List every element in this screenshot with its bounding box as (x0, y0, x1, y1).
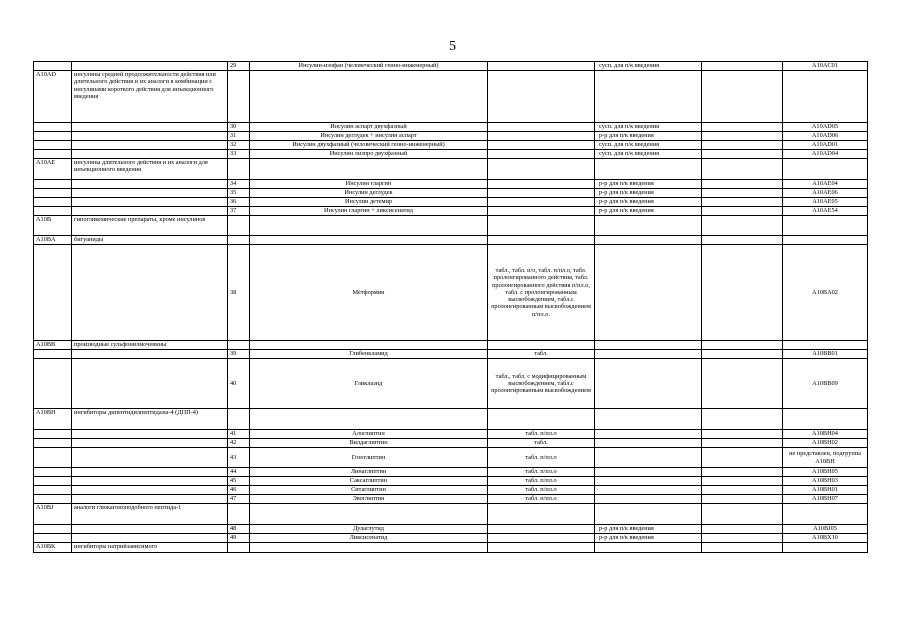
atc-code (783, 216, 868, 236)
table-row (34, 180, 868, 189)
row-number (228, 504, 250, 525)
route-form (595, 543, 702, 553)
empty-cell (702, 207, 783, 216)
drug-table (33, 61, 868, 553)
atc-code: A10BH05 (783, 468, 868, 477)
table-row (34, 207, 868, 216)
atc-code: A10AE06 (783, 189, 868, 198)
table-row (34, 341, 868, 350)
route-form (595, 439, 702, 448)
group-name: ингибиторы дипептидилпептидазы-4 (ДПП-4) (72, 409, 228, 430)
route-form (595, 236, 702, 245)
row-number: 48 (228, 525, 250, 534)
route-form (595, 486, 702, 495)
empty-cell (702, 180, 783, 189)
group-name (72, 198, 228, 207)
dosage-form (488, 543, 595, 553)
drug-name: Алоглиптин (250, 430, 488, 439)
route-form (595, 504, 702, 525)
empty-cell (702, 430, 783, 439)
atc-code: A10AC01 (783, 62, 868, 71)
atc-code: A10BX10 (783, 534, 868, 543)
atc-group-code (34, 62, 72, 71)
empty-cell (702, 123, 783, 132)
drug-name (250, 216, 488, 236)
route-form (595, 341, 702, 350)
drug-name: Инсулин-изофан (человеческий генно-инженерный) (250, 62, 488, 71)
dosage-form: табл. п/пл.о (488, 468, 595, 477)
atc-group-code: A10AD (34, 71, 72, 123)
drug-name: Инсулин лизпро двухфазный (250, 150, 488, 159)
table-row (34, 504, 868, 525)
atc-group-code (34, 448, 72, 468)
route-form (595, 350, 702, 359)
row-number (228, 341, 250, 350)
drug-name: Глибенкламид (250, 350, 488, 359)
table-row (34, 439, 868, 448)
group-name (72, 477, 228, 486)
drug-name: Инсулин гларгин (250, 180, 488, 189)
atc-code (783, 341, 868, 350)
dosage-form: табл. (488, 439, 595, 448)
empty-cell (702, 350, 783, 359)
atc-code (783, 159, 868, 180)
atc-group-code (34, 350, 72, 359)
page-number: 5 (449, 39, 456, 54)
group-name (72, 189, 228, 198)
empty-cell (702, 198, 783, 207)
row-number: 39 (228, 350, 250, 359)
table-row (34, 123, 868, 132)
table-row (34, 468, 868, 477)
drug-name: Метформин (250, 245, 488, 341)
group-name (72, 495, 228, 504)
atc-code: A10AE05 (783, 198, 868, 207)
route-form (595, 477, 702, 486)
row-number: 38 (228, 245, 250, 341)
row-number: 34 (228, 180, 250, 189)
row-number: 46 (228, 486, 250, 495)
group-name (72, 534, 228, 543)
dosage-form (488, 159, 595, 180)
route-form (595, 245, 702, 341)
atc-group-code (34, 198, 72, 207)
table-row (34, 350, 868, 359)
atc-group-code (34, 430, 72, 439)
atc-group-code (34, 534, 72, 543)
dosage-form: табл. (488, 350, 595, 359)
drug-name (250, 236, 488, 245)
empty-cell (702, 341, 783, 350)
route-form: р-р для п/к введения (595, 189, 702, 198)
dosage-form (488, 207, 595, 216)
route-form (595, 409, 702, 430)
dosage-form (488, 132, 595, 141)
atc-code: A10AD06 (783, 132, 868, 141)
group-name (72, 207, 228, 216)
table-row (34, 71, 868, 123)
group-name (72, 132, 228, 141)
atc-code: A10BH01 (783, 486, 868, 495)
drug-name: Инсулин двухфазный (человеческий генно-инженерный) (250, 141, 488, 150)
drug-name: Эвоглиптин (250, 495, 488, 504)
group-name (72, 141, 228, 150)
table-row (34, 245, 868, 341)
dosage-form (488, 504, 595, 525)
atc-code: A10AD04 (783, 150, 868, 159)
group-name (72, 439, 228, 448)
atc-group-code: A10BH (34, 409, 72, 430)
atc-code: A10BB01 (783, 350, 868, 359)
dosage-form: табл. п/пл.о (488, 486, 595, 495)
group-name (72, 430, 228, 439)
route-form: р-р для п/к введения (595, 525, 702, 534)
group-name (72, 245, 228, 341)
route-form (595, 159, 702, 180)
atc-code: A10BJ05 (783, 525, 868, 534)
row-number: 41 (228, 430, 250, 439)
empty-cell (702, 409, 783, 430)
atc-code: A10BB09 (783, 359, 868, 409)
atc-group-code: A10BK (34, 543, 72, 553)
empty-cell (702, 543, 783, 553)
dosage-form (488, 71, 595, 123)
atc-group-code (34, 123, 72, 132)
group-name (72, 180, 228, 189)
empty-cell (702, 132, 783, 141)
row-number: 47 (228, 495, 250, 504)
atc-code (783, 71, 868, 123)
drug-name (250, 341, 488, 350)
atc-group-code (34, 359, 72, 409)
dosage-form (488, 180, 595, 189)
drug-name (250, 159, 488, 180)
route-form: р-р для п/к введения (595, 534, 702, 543)
empty-cell (702, 525, 783, 534)
empty-cell (702, 468, 783, 477)
atc-code: A10AD05 (783, 123, 868, 132)
drug-name: Гозоглиптин (250, 448, 488, 468)
table-row (34, 534, 868, 543)
atc-group-code (34, 439, 72, 448)
dosage-form (488, 189, 595, 198)
empty-cell (702, 245, 783, 341)
route-form (595, 448, 702, 468)
dosage-form (488, 198, 595, 207)
group-name: инсулины средней продолжительности действия или длительного действия и их аналоги в комбинации с инсулинами короткого действия для инъекционного введения (72, 71, 228, 123)
table-row (34, 159, 868, 180)
atc-group-code (34, 150, 72, 159)
group-name: бигуаниды (72, 236, 228, 245)
atc-code (783, 236, 868, 245)
row-number: 33 (228, 150, 250, 159)
drug-name: Инсулин деглудек + инсулин аспарт (250, 132, 488, 141)
group-name: производные сульфонилмочевины (72, 341, 228, 350)
empty-cell (702, 71, 783, 123)
row-number: 40 (228, 359, 250, 409)
group-name: гипогликемические препараты, кроме инсулинов (72, 216, 228, 236)
drug-name (250, 504, 488, 525)
route-form (595, 71, 702, 123)
dosage-form (488, 216, 595, 236)
drug-name (250, 409, 488, 430)
route-form (595, 468, 702, 477)
empty-cell (702, 448, 783, 468)
group-name (72, 468, 228, 477)
table-row (34, 236, 868, 245)
row-number: 43 (228, 448, 250, 468)
dosage-form: табл. п/пл.о (488, 495, 595, 504)
table-row (34, 409, 868, 430)
drug-name: Инсулин деглудек (250, 189, 488, 198)
atc-group-code (34, 495, 72, 504)
row-number (228, 71, 250, 123)
empty-cell (702, 216, 783, 236)
empty-cell (702, 477, 783, 486)
dosage-form (488, 409, 595, 430)
atc-code (783, 504, 868, 525)
atc-code: не представлен, подгруппа A10BH (783, 448, 868, 468)
empty-cell (702, 62, 783, 71)
drug-name: Саксаглиптин (250, 477, 488, 486)
dosage-form (488, 150, 595, 159)
atc-code: A10BH03 (783, 477, 868, 486)
row-number: 31 (228, 132, 250, 141)
table-row (34, 543, 868, 553)
dosage-form (488, 141, 595, 150)
group-name: аналоги глюкагоноподобного пептида-1 (72, 504, 228, 525)
empty-cell (702, 439, 783, 448)
drug-name: Ситаглиптин (250, 486, 488, 495)
route-form (595, 495, 702, 504)
empty-cell (702, 486, 783, 495)
drug-name: Линаглиптин (250, 468, 488, 477)
route-form: сусп. для п/к введения (595, 62, 702, 71)
atc-group-code: A10AE (34, 159, 72, 180)
drug-name: Дулаглутид (250, 525, 488, 534)
table-row (34, 150, 868, 159)
group-name (72, 350, 228, 359)
empty-cell (702, 504, 783, 525)
atc-code: A10AE54 (783, 207, 868, 216)
group-name (72, 62, 228, 71)
atc-group-code (34, 180, 72, 189)
atc-group-code (34, 132, 72, 141)
row-number (228, 236, 250, 245)
dosage-form (488, 525, 595, 534)
dosage-form (488, 236, 595, 245)
dosage-form (488, 62, 595, 71)
atc-code (783, 543, 868, 553)
row-number (228, 409, 250, 430)
table-row (34, 189, 868, 198)
dosage-form: табл. п/пл.о (488, 430, 595, 439)
dosage-form (488, 341, 595, 350)
table-body (34, 62, 868, 553)
empty-cell (702, 236, 783, 245)
table-row (34, 477, 868, 486)
group-name (72, 123, 228, 132)
row-number (228, 543, 250, 553)
dosage-form (488, 123, 595, 132)
empty-cell (702, 159, 783, 180)
group-name (72, 150, 228, 159)
row-number: 32 (228, 141, 250, 150)
empty-cell (702, 534, 783, 543)
group-name (72, 359, 228, 409)
table-row (34, 430, 868, 439)
table-row (34, 486, 868, 495)
atc-group-code: A10BJ (34, 504, 72, 525)
atc-group-code (34, 468, 72, 477)
atc-group-code (34, 141, 72, 150)
atc-code: A10BH02 (783, 439, 868, 448)
dosage-form: табл. п/пл.о (488, 477, 595, 486)
table-row (34, 448, 868, 468)
atc-code: A10BH07 (783, 495, 868, 504)
group-name: инсулины длительного действия и их аналоги для инъекционного введения (72, 159, 228, 180)
atc-group-code: A10BA (34, 236, 72, 245)
atc-group-code: A10BB (34, 341, 72, 350)
drug-name: Инсулин детемир (250, 198, 488, 207)
drug-name: Ликсисенатид (250, 534, 488, 543)
route-form (595, 359, 702, 409)
group-name (72, 525, 228, 534)
empty-cell (702, 189, 783, 198)
row-number: 30 (228, 123, 250, 132)
atc-group-code (34, 189, 72, 198)
route-form: сусп. для п/к введения (595, 141, 702, 150)
atc-group-code (34, 207, 72, 216)
dosage-form: табл. п/пл.о (488, 448, 595, 468)
atc-code (783, 409, 868, 430)
dosage-form (488, 534, 595, 543)
atc-group-code (34, 477, 72, 486)
empty-cell (702, 495, 783, 504)
row-number: 35 (228, 189, 250, 198)
table-row (34, 495, 868, 504)
route-form: сусп. для п/к введения (595, 150, 702, 159)
route-form: р-р для п/к введения (595, 180, 702, 189)
drug-name: Инсулин гларгин + ликсисенатид (250, 207, 488, 216)
table-row (34, 216, 868, 236)
atc-group-code (34, 245, 72, 341)
atc-group-code: A10B (34, 216, 72, 236)
drug-name: Инсулин аспарт двухфазный (250, 123, 488, 132)
group-name (72, 448, 228, 468)
atc-code: A10AE04 (783, 180, 868, 189)
drug-name (250, 543, 488, 553)
row-number (228, 216, 250, 236)
atc-code: A10BA02 (783, 245, 868, 341)
table-row (34, 62, 868, 71)
route-form (595, 430, 702, 439)
table-row (34, 525, 868, 534)
row-number: 44 (228, 468, 250, 477)
row-number: 37 (228, 207, 250, 216)
empty-cell (702, 359, 783, 409)
group-name (72, 486, 228, 495)
table-row (34, 141, 868, 150)
table-row (34, 132, 868, 141)
atc-group-code (34, 486, 72, 495)
dosage-form: табл., табл. п/о, табл. п/пл.о, табл. пролонгированного действия, табл. пролонгированного действия п/пл.о, табл. с пролонгированным высвобождением, табл.с пролонгированным высвобождением п/пл.о. (488, 245, 595, 341)
atc-code: A10BH04 (783, 430, 868, 439)
row-number: 45 (228, 477, 250, 486)
route-form: р-р для п/к введения (595, 207, 702, 216)
row-number: 42 (228, 439, 250, 448)
drug-name: Гликлазид (250, 359, 488, 409)
drug-name: Вилдаглиптин (250, 439, 488, 448)
table-row (34, 359, 868, 409)
drug-name (250, 71, 488, 123)
row-number: 29 (228, 62, 250, 71)
row-number (228, 159, 250, 180)
group-name: ингибиторы натрийзависимого (72, 543, 228, 553)
route-form: сусп. для п/к введения (595, 123, 702, 132)
empty-cell (702, 150, 783, 159)
route-form: р-р для п/к введения (595, 132, 702, 141)
row-number: 49 (228, 534, 250, 543)
row-number: 36 (228, 198, 250, 207)
empty-cell (702, 141, 783, 150)
table-row (34, 198, 868, 207)
atc-group-code (34, 525, 72, 534)
route-form: р-р для п/к введения (595, 198, 702, 207)
dosage-form: табл., табл. с модифицированным высвобождением, табл.с пролонгированным высвобождением (488, 359, 595, 409)
atc-code: A10AD01 (783, 141, 868, 150)
route-form (595, 216, 702, 236)
